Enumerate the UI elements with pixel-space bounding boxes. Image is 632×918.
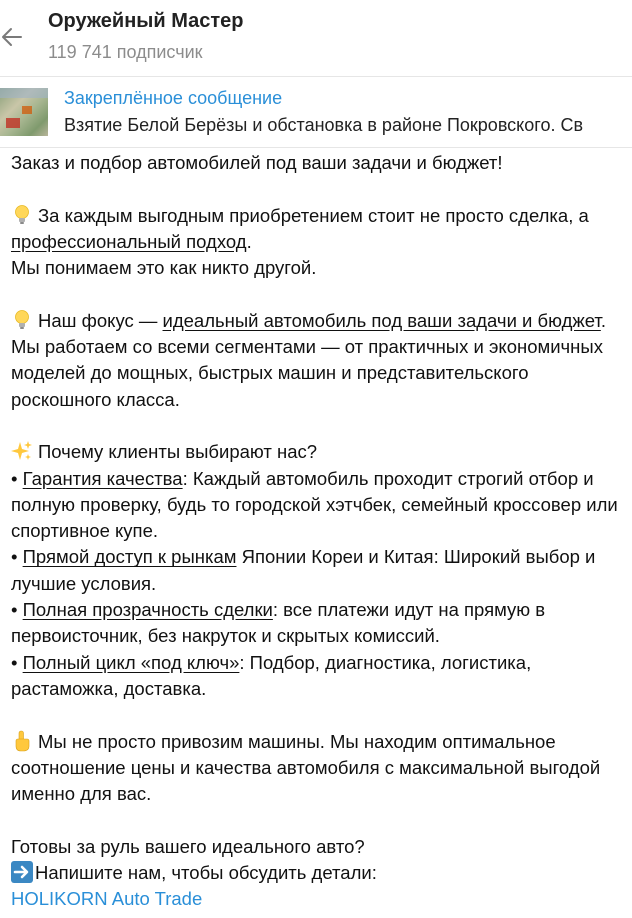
- holikorn-link[interactable]: HOLIKORN Auto Trade: [11, 888, 203, 910]
- pinned-message-bar[interactable]: [0, 77, 632, 148]
- link-turnkey-cycle[interactable]: Полный цикл «под ключ»: [22, 651, 240, 673]
- post-paragraph-2: Наш фокус — идеальный автомобиль под ваши задачи и бюджет. Мы работаем со всеми сегментами — от практичных и экономичных моделей до мощных, быстрых машин и представительского роскошного класса.: [11, 309, 606, 410]
- post-intro: Заказ и подбор автомобилей под ваши задачи и бюджет!: [11, 152, 503, 173]
- post-paragraph-4: Мы не просто привозим машины. Мы находим оптимальное соотношение цены и качества автомобиля с максимальной выгодой именно для вас.: [11, 730, 601, 805]
- reasons-heading: Почему клиенты выбирают нас?: [38, 441, 318, 463]
- cta-text: Напишите нам, чтобы обсудить детали:: [35, 862, 377, 884]
- channel-header: [0, 0, 632, 77]
- link-professional-approach[interactable]: профессиональный подход: [11, 230, 247, 252]
- link-quality-guarantee[interactable]: Гарантия качества: [22, 467, 183, 489]
- post-paragraph-3: Почему клиенты выбирают нас? • Гарантия качества: Каждый автомобиль проходит строгий отбор и полную проверку, будь то городской хэтчбек, семейный кроссовер или спортивное купе. • Прямой доступ к рынкам Японии Кореи и Китая: Широкий выбор и лучшие условия. • Полная прозрачность сделки: все платежи идут на прямую в первоисточник, без накруток и скрытых комиссий. • Полный цикл «под ключ»: Подбор, диагностика, логистика, растаможка, доставка.: [11, 441, 618, 699]
- cta-question: Готовы за руль вашего идеального авто?: [11, 835, 365, 857]
- pinned-label: Закреплённое сообщение: [64, 88, 283, 108]
- link-ideal-car[interactable]: идеальный автомобиль под ваши задачи и бюджет: [162, 309, 601, 331]
- link-full-transparency[interactable]: Полная прозрачность сделки: [22, 599, 273, 621]
- pointing-up-icon: [11, 730, 33, 752]
- link-direct-market-access[interactable]: Прямой доступ к рынкам: [22, 546, 237, 568]
- channel-title[interactable]: Оружейный Мастер: [48, 10, 244, 32]
- lightbulb-icon: [11, 309, 33, 331]
- post-paragraph-1: За каждым выгодным приобретением стоит не просто сделка, а профессиональный подход. Мы понимаем это как никто другой.: [11, 204, 589, 279]
- subscriber-count: 119 741 подписчик: [48, 42, 203, 62]
- post-body: [11, 150, 626, 913]
- right-arrow-icon: [11, 861, 33, 883]
- back-button[interactable]: [0, 20, 24, 54]
- pinned-preview: Взятие Белой Берёзы и обстановка в районе Покровского. Св: [64, 115, 584, 135]
- arrow-left-icon: [1, 26, 23, 48]
- sparkles-icon: [11, 440, 33, 462]
- post-paragraph-5: [11, 834, 626, 913]
- pinned-thumbnail: [0, 88, 48, 136]
- lightbulb-icon: [11, 204, 33, 226]
